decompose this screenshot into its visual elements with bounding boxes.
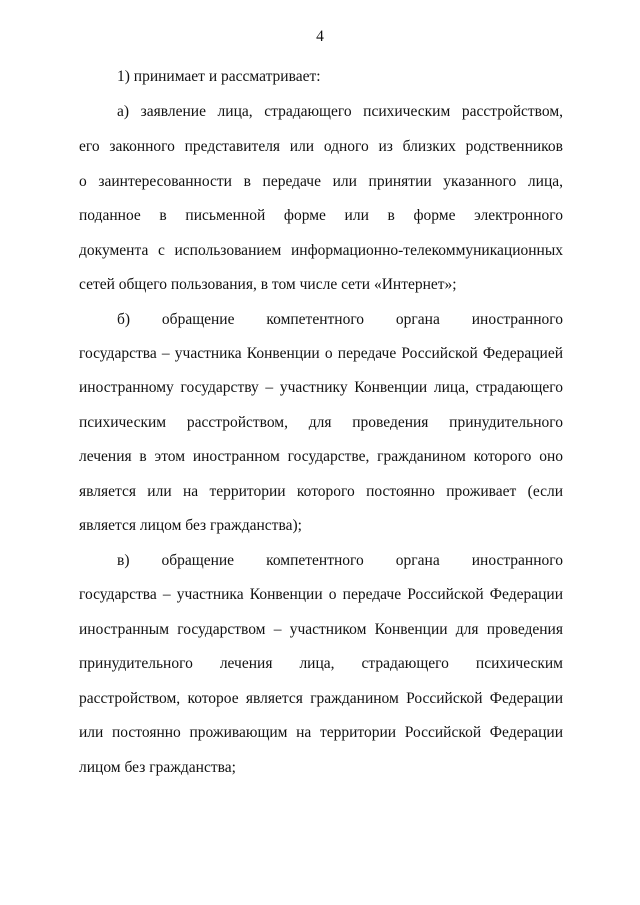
text-line: о заинтересованности в передаче или принятии указанного лица, — [79, 173, 563, 190]
text-line: лечения в этом иностранном государстве, гражданином которого оно — [79, 448, 563, 465]
text-line: или постоянно проживающим на территории Российской Федерации — [79, 724, 563, 741]
text-line: поданное в письменной форме или в форме электронного — [79, 207, 563, 224]
text-line: сетей общего пользования, в том числе сети «Интернет»; — [79, 276, 457, 293]
text-line: психическим расстройством, для проведения принудительного — [79, 414, 563, 431]
text-line: является или на территории которого постоянно проживает (если — [79, 483, 563, 500]
text-line: государства – участника Конвенции о передаче Российской Федерации — [79, 586, 563, 603]
text-line: документа с использованием информационно-телекоммуникационных — [79, 242, 563, 259]
text-line: расстройством, которое является гражданином Российской Федерации — [79, 690, 563, 707]
text-line: лицом без гражданства; — [79, 759, 236, 776]
text-line: а) заявление лица, страдающего психическим расстройством, — [117, 103, 563, 120]
page-number: 4 — [316, 28, 324, 45]
text-line: иностранному государству – участнику Конвенции лица, страдающего — [79, 379, 563, 396]
text-line: иностранным государством – участником Конвенции для проведения — [79, 621, 563, 638]
text-line: 1) принимает и рассматривает: — [117, 68, 321, 85]
text-line: б) обращение компетентного органа иностранного — [117, 311, 563, 328]
text-line: принудительного лечения лица, страдающего психическим — [79, 655, 563, 672]
text-line: государства – участника Конвенции о передаче Российской Федерацией — [79, 345, 563, 362]
text-line: его законного представителя или одного из близких родственников — [79, 138, 563, 155]
text-line: в) обращение компетентного органа иностранного — [117, 552, 563, 569]
text-line: является лицом без гражданства); — [79, 517, 302, 534]
